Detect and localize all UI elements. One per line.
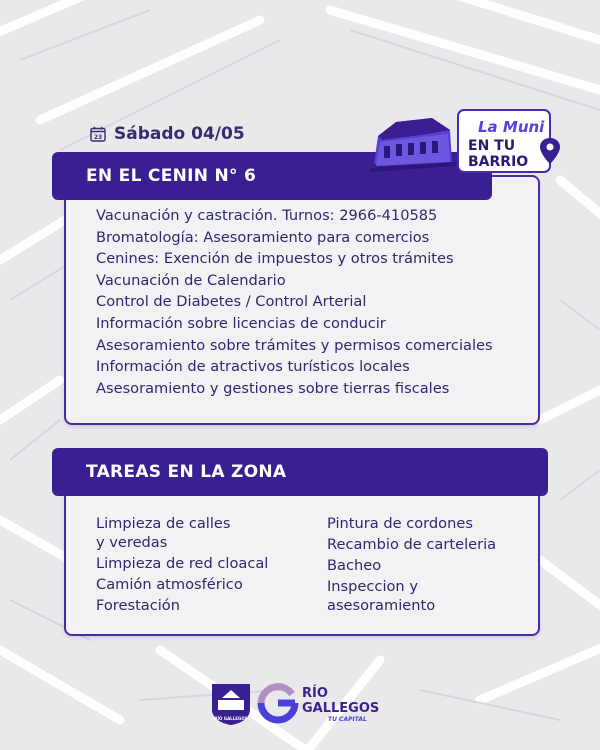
tasks-header xyxy=(52,448,548,496)
footer-logos xyxy=(210,680,410,726)
rio-gallegos-logo xyxy=(261,685,379,723)
list-item: Inspeccion y asesoramiento xyxy=(327,578,436,614)
list-item: Asesoramiento sobre trámites y permisos comerciales xyxy=(96,336,493,354)
list-item: Vacunación de Calendario xyxy=(96,271,286,289)
calendar-icon xyxy=(90,126,106,142)
services-list xyxy=(96,205,493,399)
list-item: Recambio de carteleria xyxy=(327,536,497,553)
list-item: Información de atractivos turísticos locales xyxy=(96,358,410,376)
date-row xyxy=(90,124,245,144)
list-item: Forestación xyxy=(96,597,180,614)
calendar-day-number: 23 xyxy=(93,134,103,141)
badge-line1: La Muni xyxy=(478,118,545,136)
date-label: Sábado 04/05 xyxy=(114,124,245,144)
list-item: Camión atmosférico xyxy=(96,576,243,593)
building-icon xyxy=(370,118,456,172)
city-shield-logo xyxy=(212,684,250,725)
services-title: EN EL CENIN N° 6 xyxy=(86,166,257,186)
list-item: Vacunación y castración. Turnos: 2966-410585 xyxy=(96,207,438,224)
brand-line2: GALLEGOS xyxy=(302,701,380,716)
list-item: Limpieza de red cloacal xyxy=(96,555,269,572)
brand-tag: TU CAPITAL xyxy=(328,716,367,723)
list-item: Control de Diabetes / Control Arterial xyxy=(96,293,367,311)
la-muni-en-tu-barrio-badge xyxy=(368,96,564,196)
list-item: Limpieza de calles y veredas xyxy=(96,515,231,551)
list-item: Asesoramiento y gestiones sobre tierras fiscales xyxy=(96,379,450,397)
tasks-list-right xyxy=(327,514,496,617)
shield-text: RÍO GALLEGOS xyxy=(214,716,248,721)
badge-line3: BARRIO xyxy=(468,154,529,170)
badge-line2: EN TU xyxy=(468,138,516,154)
tasks-list-left xyxy=(96,514,268,617)
list-item: Información sobre licencias de conducir xyxy=(96,314,386,332)
list-item: Pintura de cordones xyxy=(327,515,473,532)
tasks-title: TAREAS EN LA ZONA xyxy=(86,462,287,482)
list-item: Cenines: Exención de impuestos y otros trámites xyxy=(96,250,454,268)
list-item: Bacheo xyxy=(327,557,382,574)
list-item: Bromatología: Asesoramiento para comercios xyxy=(96,228,430,246)
brand-line1: RÍO xyxy=(302,686,328,701)
